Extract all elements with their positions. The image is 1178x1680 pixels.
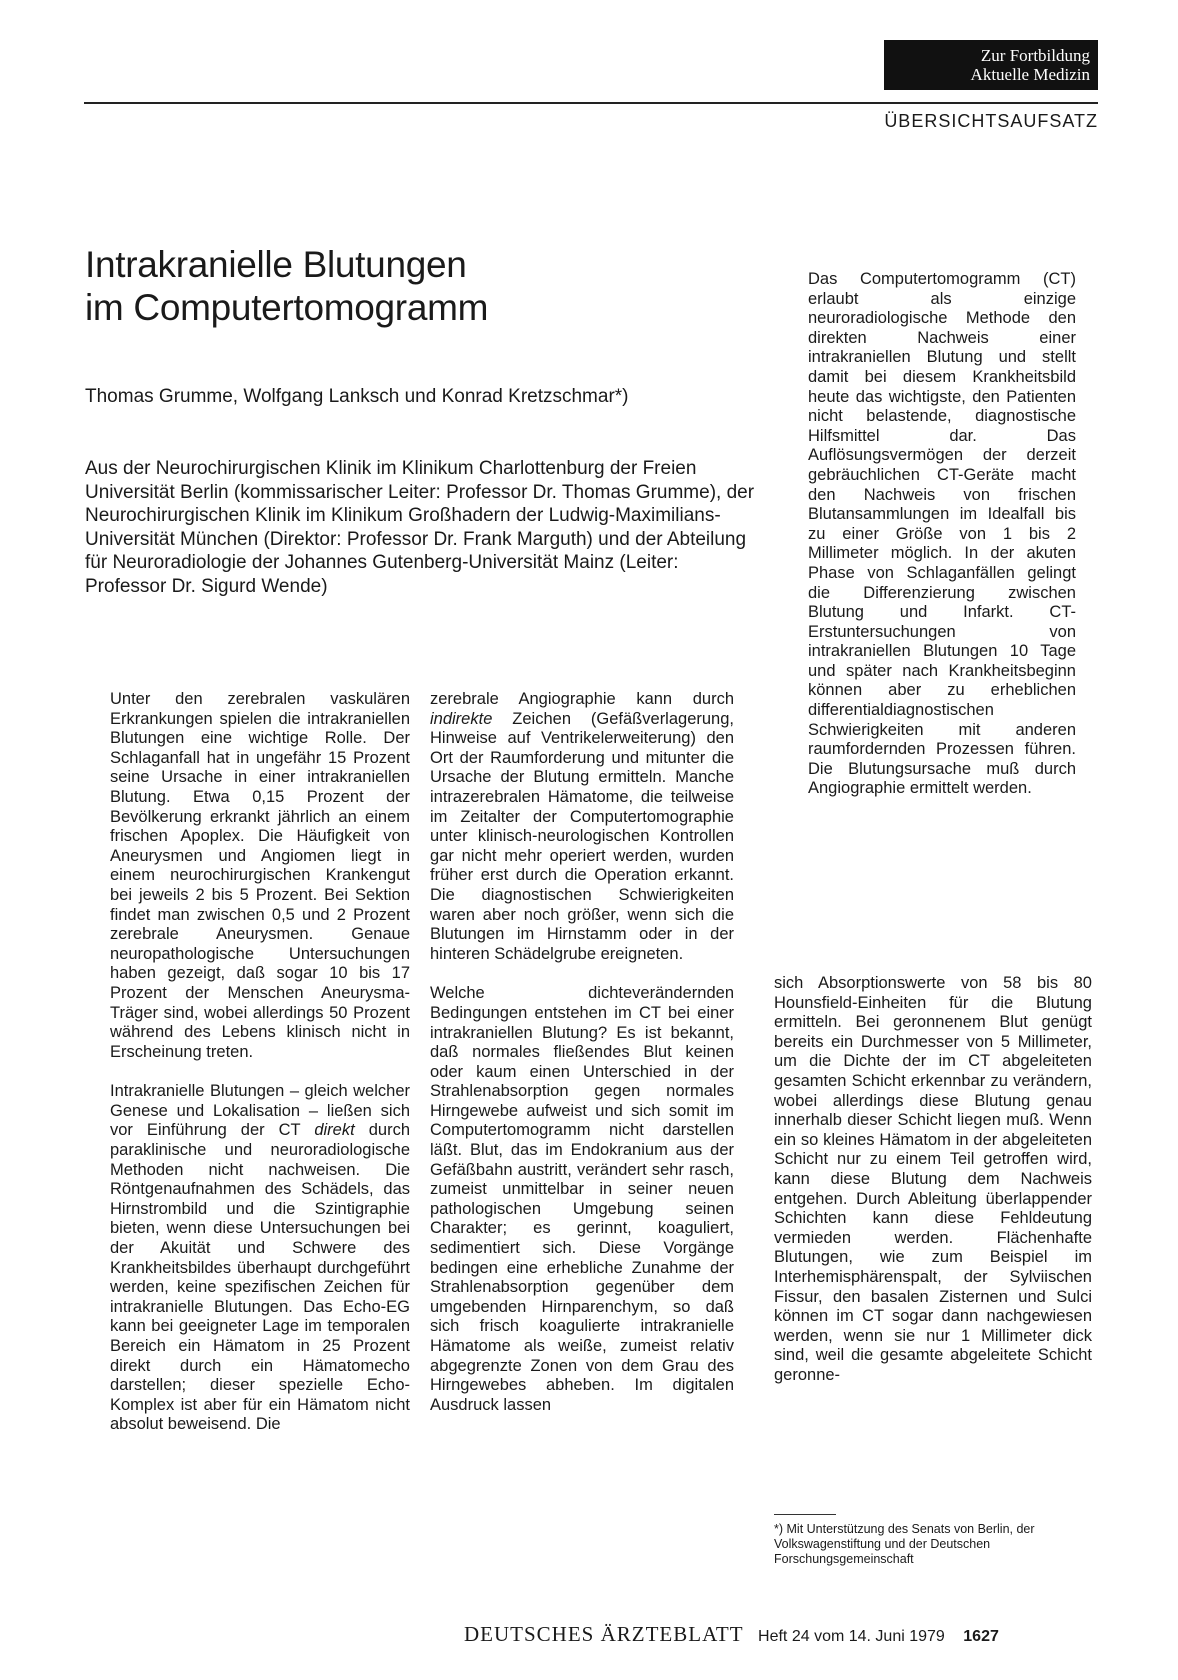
paragraph: Welche dichteverändernden Bedingungen entstehen im CT bei einer intrakraniellen Blutung? Es ist bekannt, daß normales fließendes Blut keinen oder kaum einen Unterschied in der Strahlenabsorption gegen normales Hirngewebe aufweist und sich somit im Computertomogramm nicht darstellen läßt. Blut, das im Endokranium aus der Gefäßbahn austritt, verändert sehr rasch, zumeist unmittelbar in seiner neuen pathologischen Umgebung seinen Charakter; es gerinnt, koaguliert, sedimentiert sich. Diese Vorgänge bedingen eine erhebliche Zunahme der Strahlenabsorption gegenüber dem umgebenden Hirnparenchym, so daß sich frisch koagulierte intrakranielle Hämatome als weiße, zumeist relativ abgegrenzte Zonen von dem Grau des Hirngewebes abheben. Im digitalen Ausdruck lassen xyxy=(430,984,734,1414)
authors: Thomas Grumme, Wolfgang Lanksch und Konrad Kretzschmar*) xyxy=(85,386,629,407)
text-run: Intrakranielle Blutungen – gleich welcher Genese und Lokalisation – ließen sich vor Einführung der CT xyxy=(110,1082,410,1140)
section-label: ÜBERSICHTSAUFSATZ xyxy=(884,111,1098,131)
journal-name: DEUTSCHES ÄRZTEBLATT xyxy=(464,1622,744,1646)
page-footer xyxy=(464,1622,999,1647)
text-run: Zeichen (Gefäßverlagerung, Hinweise auf Ventrikelerweiterung) den Ort der Raumforderung und mitunter die Ursache der Blutung ermitteln. Manche intrazerebralen Hämatome, die teilweise im Zeitalter der Computertomographie unter klinisch-neurologischen Kontrollen gar nicht mehr operiert werden, wurden früher erst durch die Operation erkannt. Die diagnostischen Schwierigkeiten waren aber noch größer, wenn sich die Blutungen im Hirnstamm oder in der hinteren Schädelgrube ereigneten. xyxy=(430,709,734,963)
title-line-1: Intrakranielle Blutungen xyxy=(85,244,467,285)
issue-info: Heft 24 vom 14. Juni 1979 xyxy=(758,1628,945,1645)
badge-line-2: Aktuelle Medizin xyxy=(970,65,1090,84)
footnote: *) Mit Unterstützung des Senats von Berlin, der Volkswagenstiftung und der Deutschen Forschungsgemeinschaft xyxy=(774,1522,1035,1566)
section-badge xyxy=(884,40,1098,90)
paragraph xyxy=(110,1082,410,1435)
article-title xyxy=(85,243,685,329)
paragraph xyxy=(430,690,734,964)
column-3: sich Absorptionswerte von 58 bis 80 Hounsfield-Einheiten für die Blutung ermitteln. Bei geronnenem Blut genügt bereits ein Durchmesser von 5 Millimeter, um die Dichte der im CT abgeleiteten gesamten Schicht erkennbar zu verändern, wobei allerdings diese Blutung genau innerhalb dieser Schicht liegen muß. Wenn ein so kleines Hämatom in der abgeleiteten Schicht nur zu einem Teil getroffen wird, kann diese Blutung dem Nachweis entgehen. Durch Ableitung überlappender Schichten kann diese Fehldeutung vermieden werden. Flächenhafte Blutungen, wie zum Beispiel im Interhemisphärenspalt, der Sylviischen Fissur, den basalen Zisternen und Sulci können im CT sogar dann nachgewiesen werden, wenn sie nur 1 Millimeter dick sind, weil die gesamte abgeleitete Schicht geronne- xyxy=(774,974,1092,1384)
title-line-2: im Computertomogramm xyxy=(85,287,489,328)
page-number: 1627 xyxy=(963,1628,999,1645)
emphasis: direkt xyxy=(314,1121,355,1140)
column-1 xyxy=(110,690,410,1435)
badge-line-1: Zur Fortbildung xyxy=(980,46,1090,65)
affiliation: Aus der Neurochirurgischen Klinik im Klinikum Charlottenburg der Freien Universität Berlin (kommissarischer Leiter: Professor Dr. Thomas Grumme), der Neurochirurgischen Klinik im Klinikum Großhadern der Ludwig-Maximilians-Universität München (Direktor: Professor Dr. Frank Marguth) und der Abteilung für Neuroradiologie der Johannes Gutenberg-Universität Mainz (Leiter: Professor Dr. Sigurd Wende) xyxy=(85,458,755,597)
column-2 xyxy=(430,690,734,1415)
header-rule xyxy=(84,102,1098,104)
text-run: durch paraklinische und neuroradiologische Methoden nicht nachweisen. Die Röntgenaufnahmen des Schädels, das Hirnstrombild und die Szintigraphie bieten, wenn diese Untersuchungen bei der Akuität und Schwere des Krankheitsbildes überhaupt durchgeführt werden, keine spezifischen Zeichen für intrakranielle Blutungen. Das Echo-EG kann bei geeigneter Lage im temporalen Bereich ein Hämatom in 25 Prozent direkt durch ein Hämatomecho darstellen; dieser spezielle Echo-Komplex ist aber für ein Hämatom nicht absolut beweisend. Die xyxy=(110,1121,410,1434)
abstract: Das Computertomogramm (CT) erlaubt als einzige neuroradiologische Methode den direkten Nachweis einer intrakraniellen Blutung und stellt damit bei diesem Krankheitsbild heute das wichtigste, den Patienten nicht belastende, diagnostische Hilfsmittel dar. Das Auflösungsvermögen der derzeit gebräuchlichen CT-Geräte macht den Nachweis von frischen Blutansammlungen im Idealfall bis zu einer Größe von 1 bis 2 Millimeter möglich. In der akuten Phase von Schlaganfällen gelingt die Differenzierung zwischen Blutung und Infarkt. CT-Erstuntersuchungen von intrakraniellen Blutungen 10 Tage und später nach Krankheitsbeginn können aber zu erheblichen differentialdiagnostischen Schwierigkeiten mit anderen raumfordernden Prozessen führen. Die Blutungsursache muß durch Angiographie ermittelt werden. xyxy=(808,270,1076,798)
paragraph: Unter den zerebralen vaskulären Erkrankungen spielen die intrakraniellen Blutungen eine wichtige Rolle. Der Schlaganfall hat in ungefähr 15 Prozent seine Ursache in einer intrakraniellen Blutung. Etwa 0,15 Prozent der Bevölkerung erkrankt jährlich an einem frischen Apoplex. Die Häufigkeit von Aneurysmen und Angiomen liegt in einem neurochirurgischen Krankengut bei jeweils 2 bis 5 Prozent. Bei Sektion findet man zwischen 0,5 und 2 Prozent zerebrale Aneurysmen. Genaue neuropathologische Untersuchungen haben gezeigt, daß sogar 10 bis 17 Prozent der Menschen Aneurysma-Träger sind, wobei allerdings 50 Prozent während des Lebens klinisch nicht in Erscheinung treten. xyxy=(110,690,410,1061)
text-run: zerebrale Angiographie kann durch xyxy=(430,690,734,708)
footnote-rule xyxy=(774,1514,836,1515)
emphasis: indirekte xyxy=(430,709,493,728)
